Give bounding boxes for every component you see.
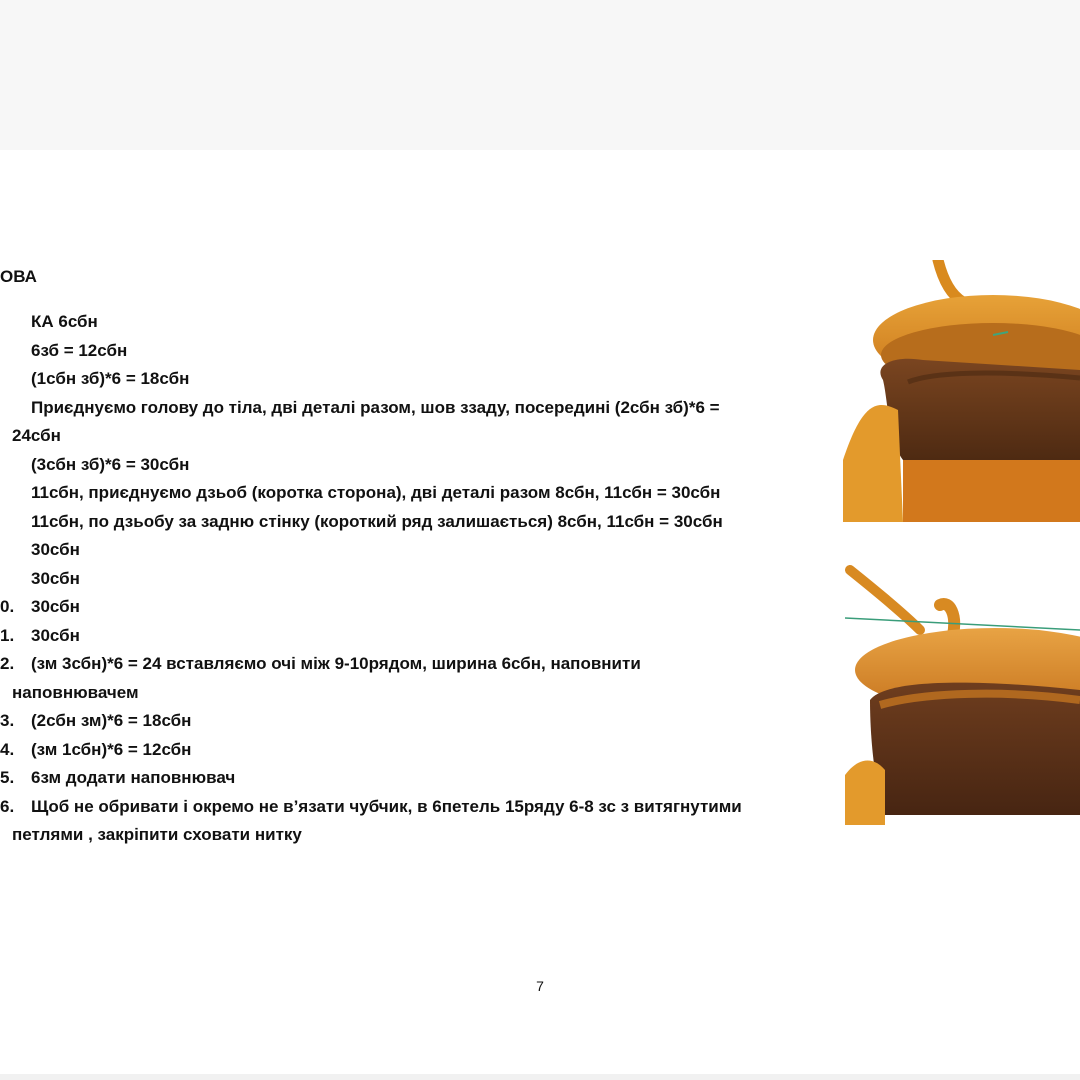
row-number: 1.: [0, 625, 15, 645]
top-margin: [0, 0, 1080, 150]
crochet-head-photo-1: [843, 260, 1080, 522]
instruction-row: [0, 394, 840, 423]
row-text: (3сбн зб)*6 = 30сбн: [31, 454, 190, 474]
row-text: (зм 3сбн)*6 = 24 вставляємо очі між 9-10рядом, ширина 6сбн, наповнити: [31, 654, 641, 673]
instruction-row: [0, 536, 840, 565]
row-text: (1сбн зб)*6 = 18сбн: [31, 369, 190, 388]
row-text: 30сбн: [31, 540, 80, 559]
instruction-row-continuation: [0, 679, 840, 708]
row-text: 24сбн: [12, 426, 61, 445]
instruction-row: [0, 707, 840, 736]
row-text: 30сбн: [31, 597, 80, 616]
instruction-row: [0, 650, 840, 679]
row-text: 30сбн: [31, 568, 80, 588]
instruction-row: [0, 508, 840, 537]
row-text: 11сбн, по дзьобу за задню стінку (короткий ряд залишається) 8сбн, 11сбн = 30сбн: [31, 511, 723, 531]
row-text: Приєднуємо голову до тіла, дві деталі разом, шов ззаду, посередині (2сбн зб)*6 =: [31, 397, 720, 417]
instruction-row: [0, 736, 840, 765]
instruction-row: [0, 622, 840, 651]
instruction-row-continuation: [0, 422, 840, 451]
row-text: Щоб не обривати і окремо не в’язати чубчик, в 6петель 15ряду 6-8 зс з витягнутими: [31, 796, 742, 816]
bottom-margin: [0, 1074, 1080, 1080]
instruction-row: [0, 337, 840, 366]
row-number: 0.: [0, 597, 15, 616]
row-number: 5.: [0, 768, 15, 787]
crochet-head-photo-2: [845, 560, 1080, 825]
row-text: наповнювачем: [12, 682, 139, 702]
instruction-row: [0, 479, 840, 508]
row-text: 30сбн: [31, 625, 80, 645]
row-number: 3.: [0, 711, 15, 730]
row-text: 6зб = 12сбн: [31, 340, 128, 360]
row-text: КА 6сбн: [31, 312, 98, 331]
instruction-row: [0, 793, 840, 822]
instruction-row: [0, 565, 840, 594]
document-page: [0, 150, 1080, 1080]
row-text: (2сбн зм)*6 = 18сбн: [31, 711, 192, 730]
row-text: петлями , закріпити сховати нитку: [12, 825, 302, 844]
instruction-list: [0, 308, 840, 850]
row-number: 6.: [0, 796, 15, 816]
instruction-row-continuation: [0, 821, 840, 850]
row-text: 6зм додати наповнювач: [31, 768, 236, 787]
page-number: 7: [536, 978, 544, 994]
row-number: 2.: [0, 654, 15, 673]
section-heading: ОВА: [0, 267, 37, 286]
instruction-row: [0, 308, 840, 337]
instruction-row: [0, 593, 840, 622]
row-number: 4.: [0, 739, 15, 759]
row-text: (зм 1сбн)*6 = 12сбн: [31, 739, 192, 759]
instruction-row: [0, 451, 840, 480]
row-text: 11сбн, приєднуємо дзьоб (коротка сторона), дві деталі разом 8сбн, 11сбн = 30сбн: [31, 483, 721, 502]
instruction-row: [0, 365, 840, 394]
instruction-row: [0, 764, 840, 793]
